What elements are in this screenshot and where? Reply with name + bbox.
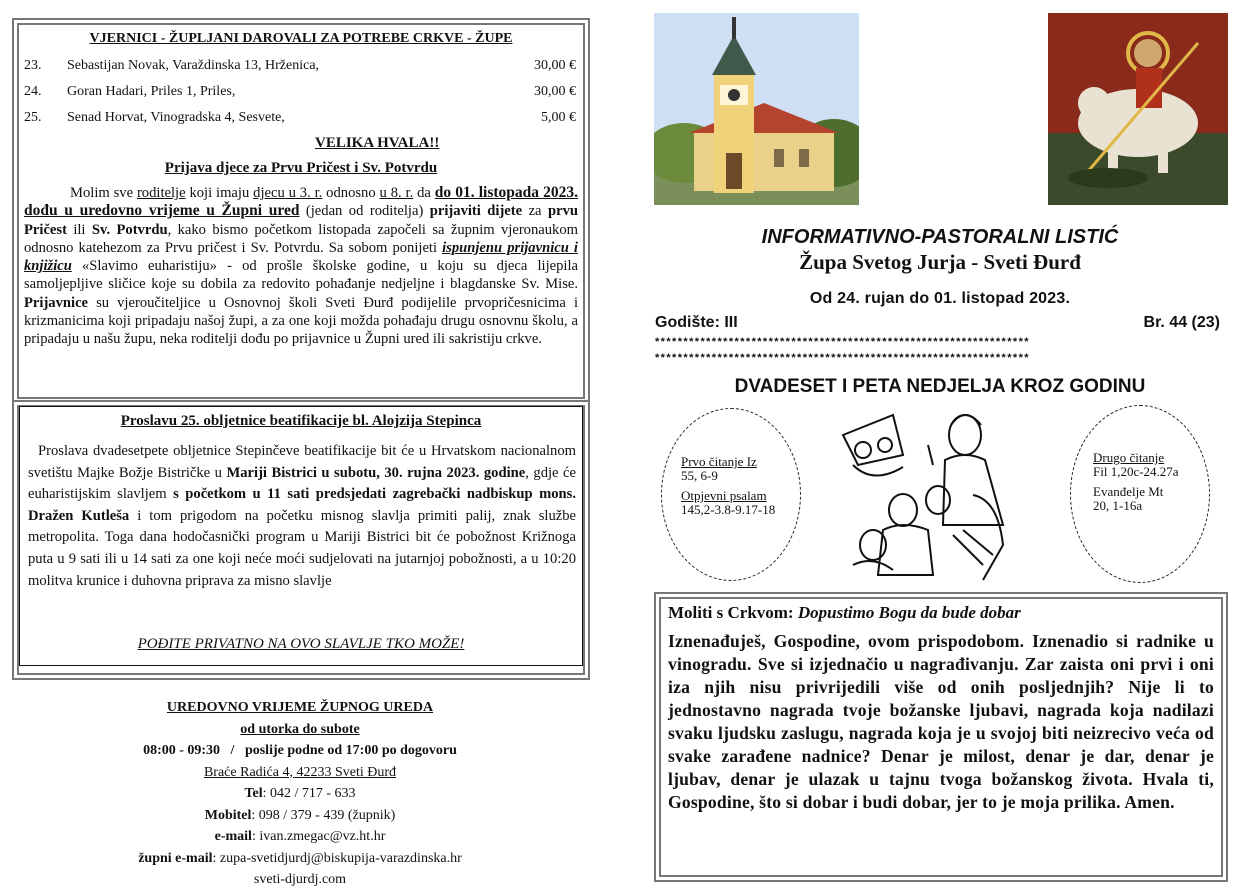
- text-span: s početkom u 11 sati predsjedati zagrebački nadbiskup mons. Dražen Kutleša: [28, 486, 576, 524]
- office-hours-block: [60, 697, 540, 891]
- text-span: prijaviti dijete: [429, 203, 523, 220]
- text-span: i tom prigodom na početku misnog slavlja primiti palij, znak službe metropolita. Toga dana hodočasnički program u Mariji Bistrici bit će pobožnost Križnoga puta u 9 sati ili u 14 sati za one koji neće moći sudjelovati na jutarnjoj pobožnosti, a u 10:20 molitva krunice i duhovna priprava za misno slavlje: [28, 507, 577, 589]
- mobile-label: Mobitel: [204, 807, 252, 823]
- first-reading-label: Prvo čitanje Iz: [681, 454, 757, 469]
- date-range: Od 24. rujan do 01. listopad 2023.: [809, 290, 1071, 307]
- text-span: djecu u 3. r.: [253, 185, 323, 201]
- office-mobile: [60, 805, 540, 827]
- office-parish-email: [60, 848, 540, 870]
- mobile-value: : 098 / 379 - 439 (župnik): [251, 807, 396, 823]
- parish-email-value: : zupa-svetidjurdj@biskupija-varazdinska.hr: [212, 850, 462, 866]
- readings-right: [1093, 451, 1189, 513]
- office-hours: 08:00 - 09:30 / poslije podne od 17:00 po dogovoru: [143, 743, 457, 758]
- psalm-label: Otpjevni psalam: [681, 488, 767, 503]
- text-span: «Slavimo euharistiju» - od prošle školske godine, u koju su djeca lijepila samoljepljive sličice koje su dobila za redovito pohađanje nedjeljne i blagdanske Sv. Mise.: [24, 258, 578, 293]
- donors-heading: VJERNICI - ŽUPLJANI DAROVALI ZA POTREBE CRKVE - ŽUPE: [89, 31, 513, 46]
- second-reading-label: Drugo čitanje: [1093, 450, 1165, 465]
- text-span: koji imaju: [185, 185, 254, 201]
- office-email: [60, 826, 540, 848]
- thanks-text: VELIKA HVALA!!: [315, 135, 440, 151]
- text-span: Mariji Bistrici u subotu, 30. rujna 2023. godine: [226, 464, 526, 481]
- issue-number: Br. 44 (23): [1143, 314, 1220, 331]
- first-reading-ref: 55, 6-9: [681, 468, 718, 483]
- text-span: (jedan od roditelja): [299, 203, 430, 220]
- text-span: Prijavnice: [24, 294, 89, 311]
- prayer-label: Moliti s Crkvom:: [668, 603, 798, 622]
- donor-amount: 5,00 €: [541, 110, 576, 125]
- gospel-illustration: [833, 405, 1029, 585]
- church-photo: [654, 13, 859, 205]
- donor-num: 23.: [24, 58, 42, 73]
- text-span: , kako bismo početkom listopada započeli sa župnim vjeronaukom odnosno katehezom za Prvu pričest i Sv. Potvrdu. Sa sobom ponijeti: [24, 221, 578, 256]
- communion-paragraph: [24, 184, 578, 349]
- psalm-ref: 145,2-3.8-9.17-18: [681, 502, 776, 517]
- stars-divider: ******************************************************************: [655, 352, 1030, 364]
- text-span: ili: [66, 221, 92, 238]
- text-span: su vjeroučiteljice u Osnovnoj školi Sveti Đurđ podijelile prvopričesnicima i krizmanicima koji pripadaju našoj župi, a za one koji možda pohađaju drugu osnovnu školu, a pripadaju u našu župu, neka roditelji dođu po prijavnice u Župni ured ili sakristiju crkve.: [24, 294, 578, 348]
- text-span: prvu Pričest: [24, 203, 578, 238]
- donor-num: 24.: [24, 84, 42, 99]
- prayer-text: Iznenađuješ, Gospodine, ovom prispodobom. Iznenadio si radnike u vinogradu. Sve si izjednačio u nagrađivanju. Zar zaista oni prvi i oni iza njih nisu privrijedili više od onih posljednjih? Nije li to jednostavno nagrada tvoje božanske ljubavi, nagrada koja nadilazi svaku ljudsku zaslugu, nagrada koja je u svojoj biti neizrecivo veća od svake zarađene nadnice? Denar je milost, denar je dar, denar je ljubav, denar je ulazak u tajnu tvoga božanskog života. Hvala ti, Gospodine, što si dobar i budi dobar, jer to je moja prilika. Amen.: [668, 631, 1214, 812]
- text-span: da: [413, 185, 435, 201]
- donor-amount: 30,00 €: [534, 84, 576, 99]
- text-span: u 8. r.: [379, 185, 414, 201]
- donor-amount: 30,00 €: [534, 58, 576, 73]
- text-span: Sv. Potvrdu: [91, 221, 168, 238]
- donor-text: Senad Horvat, Vinogradska 4, Sesvete,: [67, 110, 285, 125]
- volume-label: Godište: III: [655, 314, 738, 331]
- text-span: do 01. listopada 2023. dođu u uredovno vrijeme u Župni ured: [24, 184, 578, 220]
- office-tel: [60, 783, 540, 805]
- text-span: Molim sve: [70, 185, 137, 201]
- parish-email-label: župni e-mail: [138, 850, 213, 866]
- readings-left: [681, 455, 781, 517]
- text-span: roditelje: [136, 185, 186, 201]
- prayer-heading: [668, 603, 1021, 623]
- donor-text: Sebastijan Novak, Varaždinska 13, Hrženica,: [67, 58, 320, 73]
- stepinac-heading: Proslavu 25. obljetnice beatifikacije bl. Alojzija Stepinca: [120, 413, 482, 429]
- gospel-label: Evanđelje Mt: [1093, 484, 1164, 499]
- tel-label: Tel: [244, 786, 263, 801]
- text-span: Proslava dvadesetpete obljetnice Stepinčeve beatifikacije bit će u Hrvatskom nacionalnom svetištu Majke Božje Bistričke u: [28, 443, 576, 481]
- office-address: Braće Radića 4, 42233 Sveti Đurđ: [203, 764, 397, 780]
- prayer-title: Dopustimo Bogu da bude dobar: [797, 603, 1021, 622]
- text-span: ispunjenu prijavnicu i knjižicu: [24, 239, 578, 275]
- office-days: od utorka do subote: [240, 721, 360, 737]
- donor-text: Goran Hadari, Priles 1, Priles,: [67, 84, 236, 99]
- email-value: : ivan.zmegac@vz.ht.hr: [251, 829, 386, 844]
- tel-value: : 042 / 717 - 633: [262, 786, 356, 801]
- second-reading-ref: Fil 1,20c-24.27a: [1093, 464, 1179, 479]
- stars-divider: ******************************************************************: [655, 336, 1030, 348]
- office-heading: UREDOVNO VRIJEME ŽUPNOG UREDA: [166, 700, 434, 715]
- sunday-title: DVADESET I PETA NEDJELJA KROZ GODINU: [734, 376, 1146, 397]
- saint-george-icon: [1048, 13, 1228, 205]
- communion-heading: Prijava djece za Prvu Pričest i Sv. Potvrdu: [164, 160, 438, 176]
- text-span: , gdje će euharistijskim slavljem: [28, 464, 576, 503]
- parish-name: Župa Svetog Jurja - Sveti Đurđ: [799, 250, 1081, 274]
- donor-num: 25.: [24, 110, 42, 125]
- email-label: e-mail: [214, 829, 252, 844]
- bulletin-title: INFORMATIVNO-PASTORALNI LISTIĆ: [761, 226, 1119, 248]
- text-span: odnosno: [322, 185, 380, 201]
- stepinac-call: POĐITE PRIVATNO NA OVO SLAVLJE TKO MOŽE!: [137, 636, 465, 652]
- gospel-ref: 20, 1-16a: [1093, 498, 1143, 513]
- office-website: sveti-djurdj.com: [253, 872, 347, 887]
- stepinac-paragraph: [28, 441, 576, 592]
- text-span: za: [522, 203, 548, 220]
